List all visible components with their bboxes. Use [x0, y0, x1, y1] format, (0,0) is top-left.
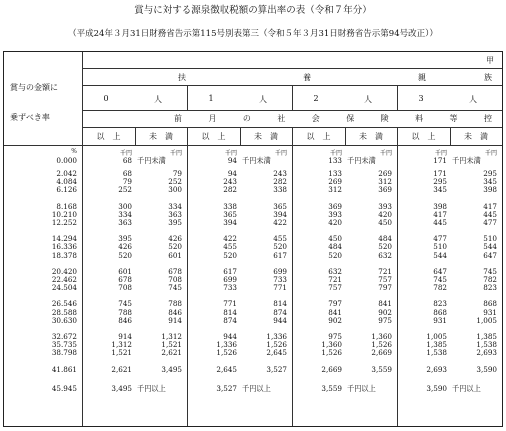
rowhead-line2: 乗ずべき率 — [10, 113, 50, 122]
miman-header: 未 満 — [359, 132, 383, 141]
ijou-value: 1,385 — [426, 340, 447, 350]
ijou-value: 782 — [433, 283, 447, 293]
miman-value: 345 — [483, 177, 497, 187]
ijou-value: 601 — [118, 266, 132, 276]
rate-value: 6.126 — [56, 185, 77, 195]
miman-value: 1,538 — [476, 340, 497, 350]
miman-value: 797 — [378, 283, 392, 293]
dependents-count: 0 — [103, 94, 109, 103]
miman-value: 510 — [483, 234, 497, 244]
rowhead-line1: 賞与の金額に — [10, 83, 58, 92]
ijou-value: 814 — [223, 307, 237, 317]
ijou-value: 975 — [328, 332, 342, 341]
group-divider-head — [397, 85, 398, 110]
miman-value: 745 — [168, 283, 182, 293]
senen-unit: 千円 — [329, 150, 342, 157]
miman-value: 422 — [273, 218, 287, 227]
miman-value: 520 — [378, 242, 392, 252]
miman-value: 千円未満 — [242, 156, 271, 165]
miman-value: 2,645 — [266, 348, 287, 358]
ijou-value: 68 — [122, 169, 132, 178]
ijou-value: 544 — [433, 250, 447, 260]
ijou-header: 以 上 — [201, 132, 226, 141]
miman-value: 2,669 — [371, 348, 392, 358]
miman-value: 2,621 — [161, 348, 182, 358]
group-divider-head — [292, 85, 293, 110]
deduction-char: 険 — [380, 114, 389, 123]
miman-value: 269 — [378, 169, 392, 178]
deduction-char: 社 — [277, 114, 286, 123]
ijou-value: 426 — [118, 242, 132, 252]
half-divider-head — [345, 127, 346, 145]
miman-value: 1,526 — [266, 340, 287, 350]
rate-value: 8.168 — [56, 201, 77, 211]
ijou-value: 788 — [118, 307, 132, 317]
rate-value: 12.252 — [51, 218, 77, 227]
miman-header: 未 満 — [149, 132, 173, 141]
ijou-value: 868 — [433, 307, 447, 317]
miman-value: 678 — [168, 266, 182, 276]
rate-value: 10.210 — [51, 209, 77, 219]
miman-value: 699 — [273, 266, 287, 276]
miman-value: 1,526 — [371, 340, 392, 350]
ijou-value: 171 — [433, 169, 447, 178]
group-divider-head — [187, 85, 188, 110]
ijou-value: 345 — [433, 185, 447, 195]
ijou-value: 1,538 — [426, 348, 447, 358]
rate-value: 45.945 — [51, 383, 77, 393]
kou-label: 甲 — [486, 56, 494, 65]
deduction-char: 月 — [208, 114, 217, 123]
ijou-value: 2,669 — [321, 364, 342, 374]
dependents-unit: 人 — [154, 95, 162, 104]
ijou-value: 647 — [433, 266, 447, 276]
dependents-unit: 人 — [364, 95, 372, 104]
ijou-value: 94 — [227, 169, 237, 178]
tax-rate-table — [3, 51, 503, 427]
ijou-value: 1,521 — [111, 348, 132, 358]
miman-value: 369 — [378, 185, 392, 195]
dependents-count: 3 — [418, 94, 424, 103]
rate-value: 14.294 — [51, 234, 77, 244]
ijou-value: 445 — [433, 218, 447, 227]
miman-value: 千円以上 — [242, 383, 271, 393]
header-bottom-rule — [4, 145, 502, 146]
ijou-value: 79 — [122, 177, 132, 187]
miman-value: 1,005 — [476, 315, 497, 325]
ijou-value: 133 — [328, 169, 342, 178]
rate-value: 2.042 — [56, 169, 77, 178]
ijou-value: 902 — [328, 315, 342, 325]
fuyou-char: 族 — [484, 73, 492, 82]
ijou-value: 3,495 — [111, 383, 132, 393]
rate-value: 38.798 — [51, 348, 77, 358]
miman-value: 1,385 — [476, 332, 497, 341]
fuyou-char: 扶 — [178, 73, 186, 82]
deduction-char: 控 — [484, 114, 492, 123]
count-rule — [82, 110, 502, 111]
fuyou-char: 養 — [303, 73, 311, 82]
miman-value: 788 — [168, 299, 182, 309]
senen-unit: 千円 — [119, 150, 132, 157]
rate-value: 18.378 — [51, 250, 77, 260]
miman-value: 520 — [273, 242, 287, 252]
ijou-value: 393 — [328, 209, 342, 219]
ijou-value: 133 — [328, 156, 342, 165]
miman-value: 282 — [273, 177, 287, 187]
miman-value: 417 — [483, 201, 497, 211]
ijou-value: 300 — [118, 201, 132, 211]
ijou-value: 1,312 — [111, 340, 132, 350]
ijou-value: 520 — [223, 250, 237, 260]
miman-value: 841 — [378, 299, 392, 309]
ijou-value: 477 — [433, 234, 447, 244]
percent-unit: % — [71, 148, 77, 155]
ijou-value: 757 — [328, 283, 342, 293]
deduction-char: 前 — [174, 114, 182, 123]
miman-value: 544 — [483, 242, 497, 252]
ijou-value: 450 — [328, 234, 342, 244]
ijou-value: 3,590 — [426, 383, 447, 393]
miman-value: 601 — [168, 250, 182, 260]
fuyou-char: 親 — [418, 73, 426, 82]
ijou-value: 931 — [433, 315, 447, 325]
miman-value: 243 — [273, 169, 287, 178]
ijou-value: 1,360 — [321, 340, 342, 350]
miman-value: 868 — [483, 299, 497, 309]
miman-value: 745 — [483, 266, 497, 276]
rate-value: 0.000 — [56, 156, 77, 165]
dependents-unit: 人 — [259, 95, 267, 104]
ijou-value: 243 — [223, 177, 237, 187]
ijou-value: 632 — [328, 266, 342, 276]
senen-unit: 千円 — [379, 150, 392, 157]
miman-value: 647 — [483, 250, 497, 260]
ijou-value: 295 — [433, 177, 447, 187]
rate-value: 41.861 — [51, 364, 77, 374]
deduction-char: 料 — [415, 114, 424, 123]
rate-value: 32.672 — [51, 332, 77, 341]
miman-value: 814 — [273, 299, 287, 309]
miman-value: 398 — [483, 185, 497, 195]
miman-value: 394 — [273, 209, 287, 219]
rate-value: 4.084 — [56, 177, 77, 187]
miman-value: 295 — [483, 169, 497, 178]
ijou-value: 68 — [122, 156, 132, 165]
miman-value: 千円以上 — [137, 383, 166, 393]
dependents-unit: 人 — [469, 95, 477, 104]
miman-value: 455 — [273, 234, 287, 244]
miman-value: 千円以上 — [452, 383, 481, 393]
miman-value: 782 — [483, 275, 497, 284]
rate-value: 30.630 — [51, 315, 77, 325]
miman-value: 477 — [483, 218, 497, 227]
miman-value: 445 — [483, 209, 497, 219]
miman-value: 312 — [378, 177, 392, 187]
ijou-value: 944 — [223, 332, 237, 341]
miman-value: 902 — [378, 307, 392, 317]
miman-value: 975 — [378, 315, 392, 325]
page-title: 賞与に対する源泉徴収税額の算出率の表（令和７年分） — [134, 5, 372, 16]
ijou-value: 745 — [118, 299, 132, 309]
half-divider-head — [450, 127, 451, 145]
ijou-value: 823 — [433, 299, 447, 309]
miman-value: 300 — [168, 185, 182, 195]
ijou-value: 2,693 — [426, 364, 447, 374]
ijou-value: 3,527 — [216, 383, 237, 393]
miman-value: 520 — [168, 242, 182, 252]
ijou-value: 312 — [328, 185, 342, 195]
ijou-value: 520 — [118, 250, 132, 260]
miman-value: 2,693 — [476, 348, 497, 358]
ijou-value: 369 — [328, 201, 342, 211]
ijou-value: 721 — [328, 275, 342, 284]
ijou-value: 94 — [227, 156, 237, 165]
deduction-char: 等 — [449, 114, 458, 123]
ijou-value: 420 — [328, 218, 342, 227]
miman-value: 千円以上 — [347, 383, 376, 393]
half-divider-head — [135, 127, 136, 145]
ijou-value: 771 — [223, 299, 237, 309]
ijou-value: 617 — [223, 266, 237, 276]
deduction-char: 会 — [311, 114, 320, 123]
miman-value: 931 — [483, 307, 497, 317]
senen-unit: 千円 — [224, 150, 237, 157]
rate-value: 35.735 — [51, 340, 77, 350]
page-subtitle: （平成24年３月31日財務省告示第115号別表第三（令和５年３月31日財務省告示第94号改正）） — [68, 29, 438, 39]
dependents-count: 1 — [208, 94, 214, 103]
ijou-header: 以 上 — [306, 132, 331, 141]
ijou-value: 417 — [433, 209, 447, 219]
miman-value: 393 — [378, 201, 392, 211]
miman-value: 1,336 — [266, 332, 287, 341]
kou-rule — [82, 68, 502, 69]
ijou-value: 914 — [118, 332, 132, 341]
miman-value: 617 — [273, 250, 287, 260]
senen-unit: 千円 — [274, 150, 287, 157]
miman-value: 632 — [378, 250, 392, 260]
miman-value: 914 — [168, 315, 182, 325]
ijou-value: 733 — [223, 283, 237, 293]
miman-value: 395 — [168, 218, 182, 227]
miman-value: 846 — [168, 307, 182, 317]
miman-value: 千円未満 — [137, 156, 166, 165]
miman-header: 未 満 — [254, 132, 278, 141]
miman-value: 1,360 — [371, 332, 392, 341]
ijou-header: 以 上 — [411, 132, 436, 141]
miman-value: 823 — [483, 283, 497, 293]
ijou-value: 678 — [118, 275, 132, 284]
ijou-value: 2,645 — [216, 364, 237, 374]
miman-header: 未 満 — [464, 132, 488, 141]
miman-value: 79 — [172, 169, 182, 178]
miman-value: 千円未満 — [452, 156, 481, 165]
ijou-value: 484 — [328, 242, 342, 252]
miman-value: 944 — [273, 315, 287, 325]
ijou-value: 2,621 — [111, 364, 132, 374]
deduction-char: の — [242, 114, 251, 123]
ijou-value: 269 — [328, 177, 342, 187]
ijou-value: 3,559 — [321, 383, 342, 393]
ijou-value: 455 — [223, 242, 237, 252]
ijou-value: 841 — [328, 307, 342, 317]
rate-value: 28.588 — [51, 307, 77, 317]
miman-value: 1,312 — [161, 332, 182, 341]
ijou-value: 365 — [223, 209, 237, 219]
miman-value: 334 — [168, 201, 182, 211]
ijou-value: 282 — [223, 185, 237, 195]
miman-value: 733 — [273, 275, 287, 284]
miman-value: 874 — [273, 307, 287, 317]
miman-value: 252 — [168, 177, 182, 187]
rate-value: 20.420 — [51, 266, 77, 276]
miman-value: 3,559 — [371, 364, 392, 374]
ijou-value: 510 — [433, 242, 447, 252]
half-divider-head — [240, 127, 241, 145]
miman-value: 3,590 — [476, 364, 497, 374]
ijou-value: 394 — [223, 218, 237, 227]
ijou-value: 797 — [328, 299, 342, 309]
senen-unit: 千円 — [169, 150, 182, 157]
ijou-value: 171 — [433, 156, 447, 165]
miman-value: 420 — [378, 209, 392, 219]
ijou-value: 699 — [223, 275, 237, 284]
miman-value: 771 — [273, 283, 287, 293]
rate-value: 16.336 — [51, 242, 77, 252]
rate-value: 24.504 — [51, 283, 77, 293]
ijou-value: 1,526 — [216, 348, 237, 358]
ijou-value: 874 — [223, 315, 237, 325]
ijou-header: 以 上 — [96, 132, 121, 141]
miman-value: 363 — [168, 209, 182, 219]
ijou-value: 252 — [118, 185, 132, 195]
ijou-value: 708 — [118, 283, 132, 293]
deduction-char: 保 — [346, 114, 355, 123]
senen-unit: 千円 — [434, 150, 447, 157]
ijou-value: 398 — [433, 201, 447, 211]
miman-value: 426 — [168, 234, 182, 244]
ijou-value: 395 — [118, 234, 132, 244]
miman-value: 千円未満 — [347, 156, 376, 165]
ijou-value: 1,526 — [321, 348, 342, 358]
ijou-value: 334 — [118, 209, 132, 219]
dependents-count: 2 — [313, 94, 319, 103]
miman-value: 3,527 — [266, 364, 287, 374]
ijou-value: 1,005 — [426, 332, 447, 341]
miman-value: 3,495 — [161, 364, 182, 374]
miman-value: 1,521 — [161, 340, 182, 350]
ijou-value: 363 — [118, 218, 132, 227]
miman-value: 484 — [378, 234, 392, 244]
miman-value: 721 — [378, 266, 392, 276]
ijou-value: 846 — [118, 315, 132, 325]
rate-value: 22.462 — [51, 275, 77, 284]
miman-value: 338 — [273, 185, 287, 195]
ijou-value: 422 — [223, 234, 237, 244]
rate-value: 26.546 — [51, 299, 77, 309]
miman-value: 365 — [273, 201, 287, 211]
miman-value: 450 — [378, 218, 392, 227]
miman-value: 757 — [378, 275, 392, 284]
ijou-value: 745 — [433, 275, 447, 284]
miman-value: 708 — [168, 275, 182, 284]
ijou-value: 338 — [223, 201, 237, 211]
senen-unit: 千円 — [484, 150, 497, 157]
ijou-value: 520 — [328, 250, 342, 260]
ijou-value: 1,336 — [216, 340, 237, 350]
